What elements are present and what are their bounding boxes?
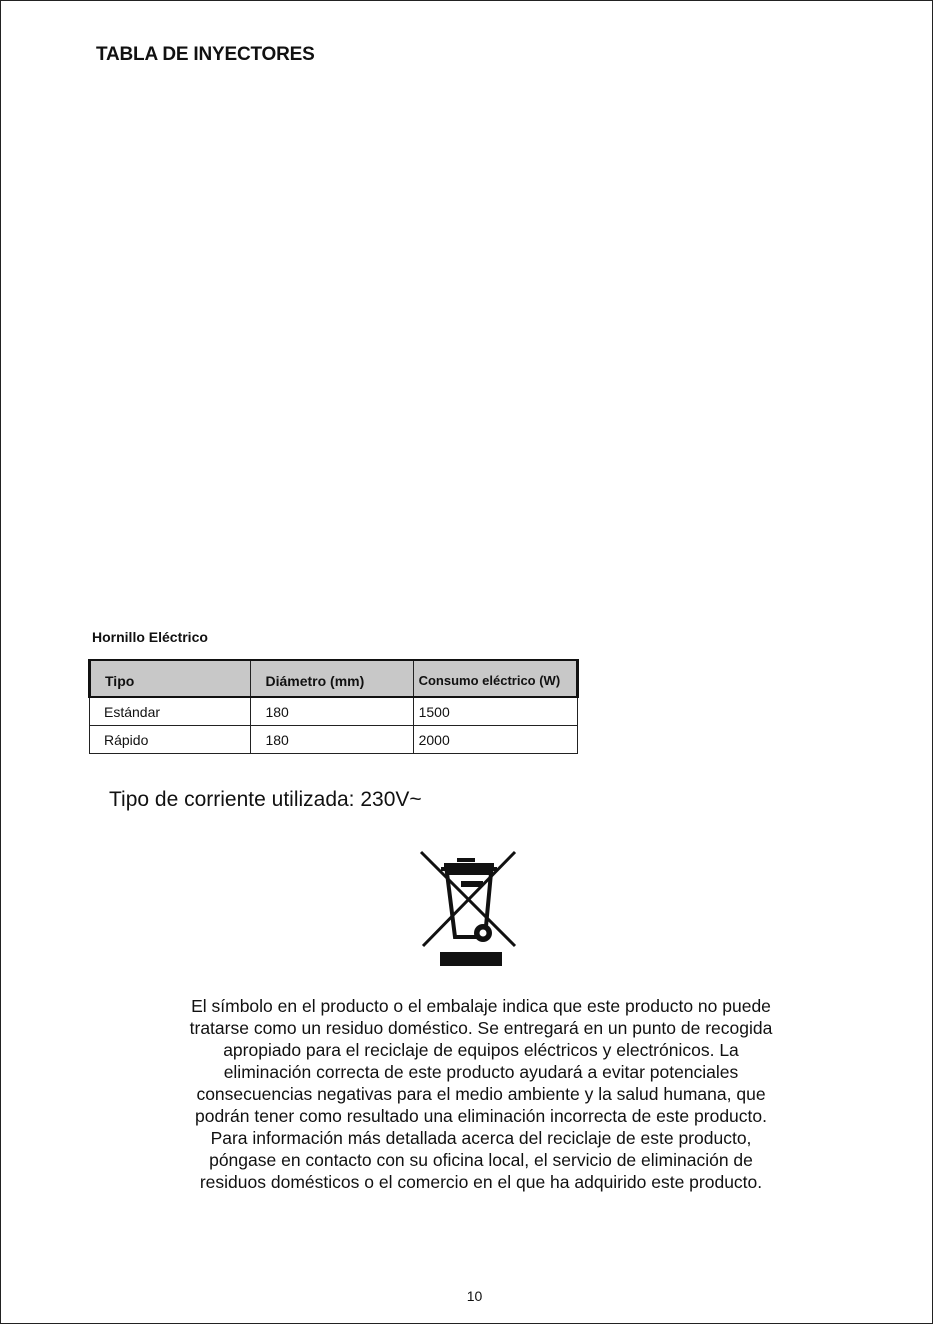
table-cell: 2000 <box>413 726 577 754</box>
table-cell: 180 <box>251 697 413 726</box>
notice-line: Para información más detallada acerca del reciclaje de este producto, <box>210 1128 752 1148</box>
table-header-row <box>90 660 578 697</box>
section-title: Hornillo Eléctrico <box>92 629 208 645</box>
notice-line: póngase en contacto con su oficina local, el servicio de eliminación de <box>209 1150 753 1170</box>
notice-line: tratarse como un residuo doméstico. Se entregará en un punto de recogida <box>189 1018 773 1038</box>
table-row <box>90 697 578 726</box>
page-number: 10 <box>466 1288 483 1304</box>
column-header-type: Tipo <box>90 660 251 697</box>
notice-line: consecuencias negativas para el medio ambiente y la salud humana, que <box>196 1084 766 1104</box>
page-title: TABLA DE INYECTORES <box>96 44 315 65</box>
notice-line: apropiado para el reciclaje de equipos eléctricos y electrónicos. La <box>223 1040 739 1060</box>
crossed-out-wheelie-bin-icon <box>417 849 521 969</box>
table-cell: 1500 <box>413 697 577 726</box>
recycling-notice <box>91 995 871 1193</box>
notice-line: residuos domésticos o el comercio en el que ha adquirido este producto. <box>199 1172 763 1192</box>
table-cell: Estándar <box>90 697 251 726</box>
table-row <box>90 726 578 754</box>
current-type-text: Tipo de corriente utilizada: 230V~ <box>109 788 422 811</box>
column-header-power: Consumo eléctrico (W) <box>413 660 577 697</box>
table-cell: Rápido <box>90 726 251 754</box>
notice-line: podrán tener como resultado una eliminación incorrecta de este producto. <box>194 1106 767 1126</box>
notice-line: El símbolo en el producto o el embalaje indica que este producto no puede <box>191 996 771 1016</box>
table-cell: 180 <box>251 726 413 754</box>
notice-line: eliminación correcta de este producto ayudará a evitar potenciales <box>223 1062 739 1082</box>
hob-specs-table <box>88 659 579 754</box>
column-header-diameter: Diámetro (mm) <box>251 660 413 697</box>
